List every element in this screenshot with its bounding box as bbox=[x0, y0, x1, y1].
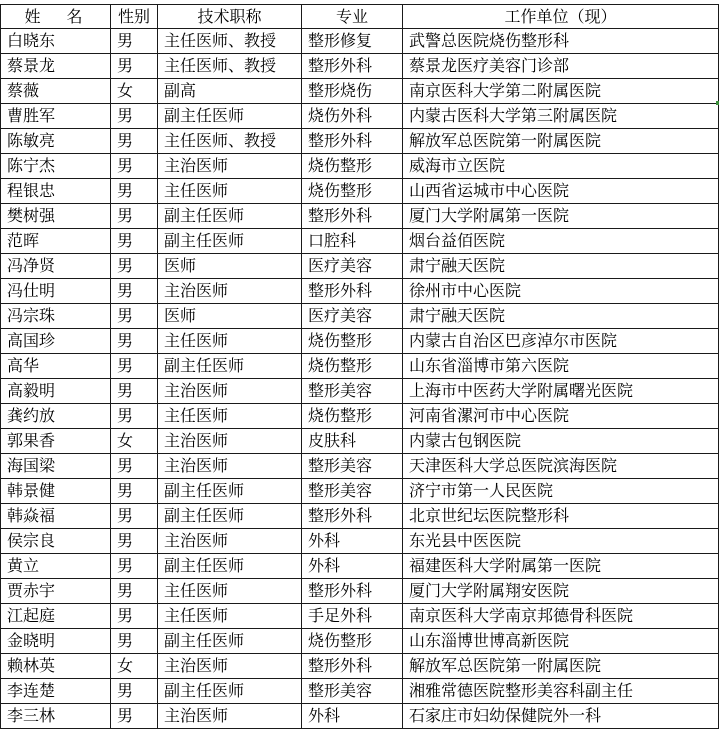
name-cell: 龚约放 bbox=[1, 404, 111, 429]
name-cell: 陈宁杰 bbox=[1, 154, 111, 179]
title-cell: 主治医师 bbox=[158, 429, 302, 454]
workplace-cell: 山西省运城市中心医院 bbox=[403, 179, 719, 204]
gender-cell: 男 bbox=[111, 304, 158, 329]
workplace-cell: 南京医科大学南京邦德骨科医院 bbox=[403, 604, 719, 629]
name-cell: 冯宗珠 bbox=[1, 304, 111, 329]
title-cell: 主任医师 bbox=[158, 604, 302, 629]
specialty-cell: 整形外科 bbox=[302, 279, 403, 304]
table-row bbox=[1, 504, 719, 529]
specialty-cell: 整形外科 bbox=[302, 204, 403, 229]
gender-cell: 女 bbox=[111, 654, 158, 679]
specialty-cell: 整形美容 bbox=[302, 454, 403, 479]
gender-cell: 男 bbox=[111, 679, 158, 704]
name-cell: 侯宗良 bbox=[1, 529, 111, 554]
workplace-cell: 福建医科大学附属第一医院 bbox=[403, 554, 719, 579]
member-table bbox=[0, 4, 719, 729]
table-body bbox=[1, 29, 719, 729]
specialty-cell: 整形修复 bbox=[302, 29, 403, 54]
workplace-cell: 烟台益佰医院 bbox=[403, 229, 719, 254]
specialty-cell: 外科 bbox=[302, 529, 403, 554]
table-row bbox=[1, 204, 719, 229]
table-row bbox=[1, 429, 719, 454]
table-row bbox=[1, 529, 719, 554]
gender-cell: 女 bbox=[111, 429, 158, 454]
specialty-cell: 医疗美容 bbox=[302, 254, 403, 279]
gender-cell: 男 bbox=[111, 529, 158, 554]
name-cell: 樊树强 bbox=[1, 204, 111, 229]
gender-cell: 男 bbox=[111, 354, 158, 379]
name-cell: 江起庭 bbox=[1, 604, 111, 629]
name-cell: 李三林 bbox=[1, 704, 111, 729]
gender-cell: 男 bbox=[111, 204, 158, 229]
gender-cell: 男 bbox=[111, 329, 158, 354]
gender-cell: 男 bbox=[111, 229, 158, 254]
workplace-cell: 天津医科大学总医院滨海医院 bbox=[403, 454, 719, 479]
title-cell: 医师 bbox=[158, 254, 302, 279]
specialty-cell: 烧伤外科 bbox=[302, 104, 403, 129]
specialty-cell: 整形外科 bbox=[302, 54, 403, 79]
title-cell: 副主任医师 bbox=[158, 629, 302, 654]
title-cell: 副主任医师 bbox=[158, 479, 302, 504]
specialty-cell: 外科 bbox=[302, 554, 403, 579]
workplace-cell: 上海市中医药大学附属曙光医院 bbox=[403, 379, 719, 404]
table-row bbox=[1, 379, 719, 404]
workplace-cell: 内蒙古医科大学第三附属医院 bbox=[403, 104, 719, 129]
name-cell: 韩焱福 bbox=[1, 504, 111, 529]
title-cell: 副主任医师 bbox=[158, 204, 302, 229]
table-row bbox=[1, 404, 719, 429]
workplace-cell: 山东省淄博市第六医院 bbox=[403, 354, 719, 379]
gender-cell: 男 bbox=[111, 579, 158, 604]
title-cell: 主任医师、教授 bbox=[158, 129, 302, 154]
title-cell: 主治医师 bbox=[158, 529, 302, 554]
specialty-cell: 烧伤整形 bbox=[302, 179, 403, 204]
name-cell: 郭果香 bbox=[1, 429, 111, 454]
gender-cell: 男 bbox=[111, 454, 158, 479]
table-row bbox=[1, 679, 719, 704]
gender-cell: 男 bbox=[111, 104, 158, 129]
specialty-cell: 整形外科 bbox=[302, 504, 403, 529]
workplace-cell: 厦门大学附属翔安医院 bbox=[403, 579, 719, 604]
title-cell: 主任医师、教授 bbox=[158, 54, 302, 79]
workplace-cell: 石家庄市妇幼保健院外一科 bbox=[403, 704, 719, 729]
gender-cell: 男 bbox=[111, 29, 158, 54]
specialty-cell: 外科 bbox=[302, 704, 403, 729]
title-cell: 副主任医师 bbox=[158, 104, 302, 129]
column-header-specialty: 专业 bbox=[302, 5, 403, 29]
column-header-gender: 性别 bbox=[111, 5, 158, 29]
title-cell: 主任医师 bbox=[158, 179, 302, 204]
table-row bbox=[1, 54, 719, 79]
title-cell: 主治医师 bbox=[158, 279, 302, 304]
name-cell: 冯净贤 bbox=[1, 254, 111, 279]
specialty-cell: 烧伤整形 bbox=[302, 354, 403, 379]
name-cell: 冯仕明 bbox=[1, 279, 111, 304]
gender-cell: 男 bbox=[111, 254, 158, 279]
gender-cell: 男 bbox=[111, 129, 158, 154]
table-row bbox=[1, 254, 719, 279]
title-cell: 副主任医师 bbox=[158, 354, 302, 379]
title-cell: 医师 bbox=[158, 304, 302, 329]
table-row bbox=[1, 29, 719, 54]
name-cell: 陈敏亮 bbox=[1, 129, 111, 154]
title-cell: 主任医师 bbox=[158, 404, 302, 429]
table-row bbox=[1, 704, 719, 729]
column-header-workplace: 工作单位（现） bbox=[403, 5, 719, 29]
gender-cell: 男 bbox=[111, 629, 158, 654]
workplace-cell: 内蒙古包钢医院 bbox=[403, 429, 719, 454]
workplace-cell: 解放军总医院第一附属医院 bbox=[403, 654, 719, 679]
specialty-cell: 整形烧伤 bbox=[302, 79, 403, 104]
workplace-cell: 肃宁融天医院 bbox=[403, 304, 719, 329]
table-row bbox=[1, 329, 719, 354]
name-cell: 赖林英 bbox=[1, 654, 111, 679]
specialty-cell: 烧伤整形 bbox=[302, 404, 403, 429]
gender-cell: 男 bbox=[111, 554, 158, 579]
workplace-cell: 肃宁融天医院 bbox=[403, 254, 719, 279]
specialty-cell: 整形美容 bbox=[302, 679, 403, 704]
table-row bbox=[1, 479, 719, 504]
workplace-cell: 北京世纪坛医院整形科 bbox=[403, 504, 719, 529]
workplace-cell: 济宁市第一人民医院 bbox=[403, 479, 719, 504]
gender-cell: 男 bbox=[111, 279, 158, 304]
workplace-cell: 南京医科大学第二附属医院 bbox=[403, 79, 719, 104]
workplace-cell: 东光县中医医院 bbox=[403, 529, 719, 554]
workplace-cell: 蔡景龙医疗美容门诊部 bbox=[403, 54, 719, 79]
table-row bbox=[1, 554, 719, 579]
title-cell: 主任医师 bbox=[158, 329, 302, 354]
workplace-cell: 武警总医院烧伤整形科 bbox=[403, 29, 719, 54]
title-cell: 主治医师 bbox=[158, 154, 302, 179]
workplace-cell: 山东淄博世博高新医院 bbox=[403, 629, 719, 654]
gender-cell: 男 bbox=[111, 179, 158, 204]
specialty-cell: 手足外科 bbox=[302, 604, 403, 629]
name-cell: 海国梁 bbox=[1, 454, 111, 479]
specialty-cell: 口腔科 bbox=[302, 229, 403, 254]
name-cell: 黄立 bbox=[1, 554, 111, 579]
workplace-cell: 徐州市中心医院 bbox=[403, 279, 719, 304]
table-row bbox=[1, 279, 719, 304]
title-cell: 主任医师、教授 bbox=[158, 29, 302, 54]
title-cell: 副高 bbox=[158, 79, 302, 104]
edge-mark bbox=[716, 101, 719, 105]
specialty-cell: 整形美容 bbox=[302, 379, 403, 404]
workplace-cell: 河南省漯河市中心医院 bbox=[403, 404, 719, 429]
specialty-cell: 整形外科 bbox=[302, 654, 403, 679]
workplace-cell: 威海市立医院 bbox=[403, 154, 719, 179]
name-cell: 范晖 bbox=[1, 229, 111, 254]
title-cell: 主治医师 bbox=[158, 704, 302, 729]
table-row bbox=[1, 129, 719, 154]
name-cell: 程银忠 bbox=[1, 179, 111, 204]
specialty-cell: 烧伤整形 bbox=[302, 329, 403, 354]
gender-cell: 男 bbox=[111, 504, 158, 529]
table-row bbox=[1, 604, 719, 629]
table-row bbox=[1, 104, 719, 129]
title-cell: 副主任医师 bbox=[158, 504, 302, 529]
gender-cell: 女 bbox=[111, 79, 158, 104]
name-cell: 高华 bbox=[1, 354, 111, 379]
gender-cell: 男 bbox=[111, 704, 158, 729]
header-row bbox=[1, 5, 719, 29]
gender-cell: 男 bbox=[111, 479, 158, 504]
workplace-cell: 解放军总医院第一附属医院 bbox=[403, 129, 719, 154]
workplace-cell: 湘雅常德医院整形美容科副主任 bbox=[403, 679, 719, 704]
gender-cell: 男 bbox=[111, 604, 158, 629]
specialty-cell: 整形美容 bbox=[302, 479, 403, 504]
table-row bbox=[1, 179, 719, 204]
table-row bbox=[1, 454, 719, 479]
table-row bbox=[1, 154, 719, 179]
gender-cell: 男 bbox=[111, 404, 158, 429]
gender-cell: 男 bbox=[111, 154, 158, 179]
specialty-cell: 烧伤整形 bbox=[302, 154, 403, 179]
column-header-name: 姓名 bbox=[1, 5, 111, 29]
workplace-cell: 内蒙古自治区巴彦淖尔市医院 bbox=[403, 329, 719, 354]
name-cell: 高国珍 bbox=[1, 329, 111, 354]
name-cell: 蔡薇 bbox=[1, 79, 111, 104]
table-row bbox=[1, 354, 719, 379]
specialty-cell: 整形外科 bbox=[302, 129, 403, 154]
specialty-cell: 烧伤整形 bbox=[302, 629, 403, 654]
title-cell: 主治医师 bbox=[158, 379, 302, 404]
name-cell: 贾赤宇 bbox=[1, 579, 111, 604]
specialty-cell: 医疗美容 bbox=[302, 304, 403, 329]
name-cell: 蔡景龙 bbox=[1, 54, 111, 79]
gender-cell: 男 bbox=[111, 379, 158, 404]
name-cell: 白晓东 bbox=[1, 29, 111, 54]
table-row bbox=[1, 654, 719, 679]
title-cell: 主治医师 bbox=[158, 654, 302, 679]
name-cell: 金晓明 bbox=[1, 629, 111, 654]
title-cell: 副主任医师 bbox=[158, 554, 302, 579]
table-row bbox=[1, 79, 719, 104]
specialty-cell: 整形外科 bbox=[302, 579, 403, 604]
gender-cell: 男 bbox=[111, 54, 158, 79]
title-cell: 主治医师 bbox=[158, 454, 302, 479]
table-row bbox=[1, 629, 719, 654]
table-row bbox=[1, 229, 719, 254]
table-header bbox=[1, 5, 719, 29]
title-cell: 主任医师 bbox=[158, 579, 302, 604]
table-row bbox=[1, 304, 719, 329]
specialty-cell: 皮肤科 bbox=[302, 429, 403, 454]
table-row bbox=[1, 579, 719, 604]
title-cell: 副主任医师 bbox=[158, 229, 302, 254]
name-cell: 高毅明 bbox=[1, 379, 111, 404]
name-cell: 曹胜军 bbox=[1, 104, 111, 129]
title-cell: 副主任医师 bbox=[158, 679, 302, 704]
name-cell: 韩景健 bbox=[1, 479, 111, 504]
name-cell: 李连楚 bbox=[1, 679, 111, 704]
workplace-cell: 厦门大学附属第一医院 bbox=[403, 204, 719, 229]
column-header-title: 技术职称 bbox=[158, 5, 302, 29]
